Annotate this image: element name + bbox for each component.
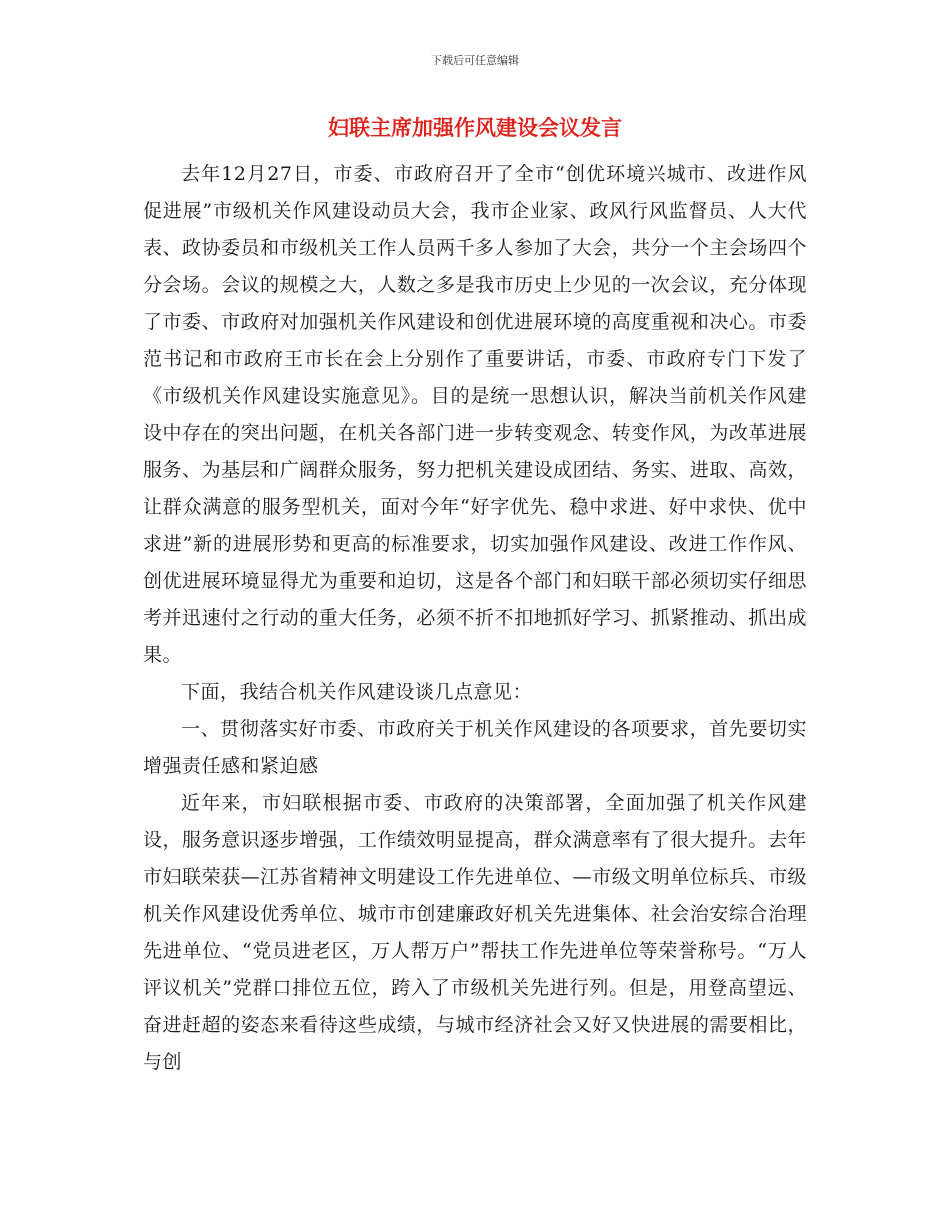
- document-body: [143, 156, 807, 1081]
- paragraph-section-1: 近年来，市妇联根据市委、市政府的决策部署，全面加强了机关作风建设，服务意识逐步增强，工作绩效明显提高，群众满意率有了很大提升。去年市妇联荣获—江苏省精神文明建设工作先进单位、—市级文明单位标兵、市级机关作风建设优秀单位、城市市创建廉政好机关先进集体、社会治安综合治理先进单位、“党员进老区，万人帮万户”帮扶工作先进单位等荣誉称号。“万人评议机关”党群口排位五位，跨入了市级机关先进行列。但是，用登高望远、奋进赶超的姿态来看待这些成绩，与城市经济社会又好又快进展的需要相比，与创: [143, 792, 807, 1073]
- page-header-note: 下载后可任意编辑: [431, 54, 519, 67]
- paragraph-transition: 下面，我结合机关作风建设谈几点意见：: [181, 681, 533, 703]
- paragraph-intro: 去年12月27日，市委、市政府召开了全市“创优环境兴城市、改进作风促进展”市级机关作风建设动员大会，我市企业家、政风行风监督员、人大代表、政协委员和市级机关工作人员两千多人参加了大会，共分一个主会场四个分会场。会议的规模之大，人数之多是我市历史上少见的一次会议，充分体现了市委、市政府对加强机关作风建设和创优进展环境的高度重视和决心。市委范书记和市政府王市长在会上分别作了重要讲话，市委、市政府专门下发了《市级机关作风建设实施意见》。目的是统一思想认识，解决当前机关作风建设中存在的突出问题，在机关各部门进一步转变观念、转变作风，为改革进展服务、为基层和广阔群众服务，努力把机关建设成团结、务实、进取、高效，让群众满意的服务型机关，面对今年“好字优先、稳中求进、好中求快、优中求进”新的进展形势和更高的标准要求，切实加强作风建设、改进工作作风、创优进展环境显得尤为重要和迫切，这是各个部门和妇联干部必须切实仔细思考并迅速付之行动的重大任务，必须不折不扣地抓好学习、抓紧推动、抓出成果。: [143, 163, 807, 666]
- document-title: 妇联主席加强作风建设会议发言: [328, 115, 622, 140]
- section-heading-1: 一、贯彻落实好市委、市政府关于机关作风建设的各项要求，首先要切实增强责任感和紧迫感: [143, 718, 807, 777]
